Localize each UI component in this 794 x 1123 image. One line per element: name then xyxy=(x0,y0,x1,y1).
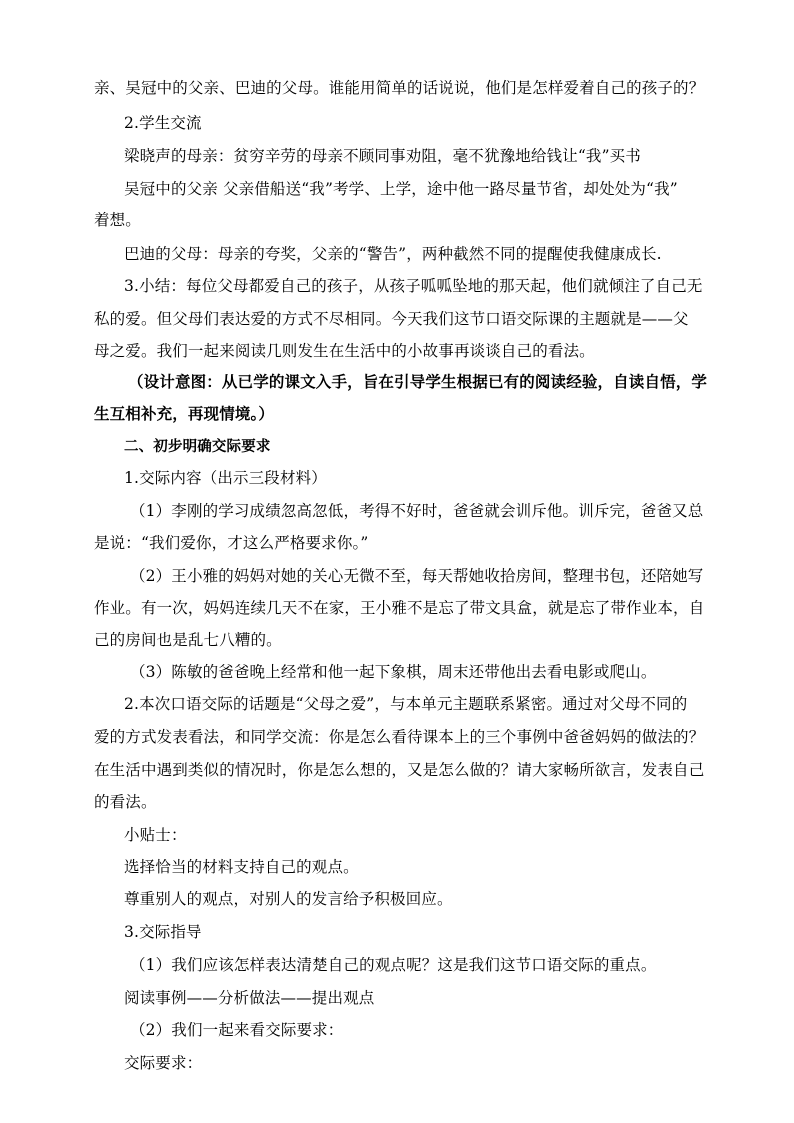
paragraph-line: 爱的方式发表看法，和同学交流：你是怎么看待课本上的三个事例中爸爸妈妈的做法的？ xyxy=(94,728,705,746)
paragraph-line: （1）李刚的学习成绩忽高忽低，考得不好时，爸爸就会训斥他。训斥完，爸爸又总 xyxy=(130,502,704,520)
paragraph-line: 吴冠中的父亲 父亲借船送“我”考学、上学，途中他一路尽量节省，却处处为“我” xyxy=(124,180,678,198)
paragraph-line: 己的房间也是乱七八糟的。 xyxy=(94,631,282,649)
paragraph-line: 母之爱。我们一起来阅读几则发生在生活中的小故事再谈谈自己的看法。 xyxy=(94,342,595,360)
paragraph-line: （3）陈敏的爸爸晚上经常和他一起下象棋，周末还带他出去看电影或爬山。 xyxy=(130,663,657,681)
paragraph-line: 私的爱。但父母们表达爱的方式不尽相同。今天我们这节口语交际课的主题就是——父 xyxy=(94,310,689,328)
paragraph-line: 着想。 xyxy=(94,211,141,229)
paragraph-line: 亲、吴冠中的父亲、巴迪的父母。谁能用简单的话说说，他们是怎样爱着自己的孩子的？ xyxy=(94,79,705,97)
paragraph-line: 阅读事例——分析做法——提出观点 xyxy=(124,989,375,1007)
paragraph-line: 的看法。 xyxy=(94,793,157,811)
section-label: 1.交际内容（出示三段材料） xyxy=(124,469,327,487)
paragraph-line: 2.本次口语交际的话题是“父母之爱”，与本单元主题联系紧密。通过对父母不同的 xyxy=(124,695,688,713)
paragraph-line: 梁晓声的母亲：贫穷辛劳的母亲不顾同事劝阻，毫不犹豫地给钱让“我”买书 xyxy=(124,147,641,165)
paragraph-line: 是说：“我们爱你，才这么严格要求你。” xyxy=(94,534,369,552)
section-label: 3.交际指导 xyxy=(124,923,202,941)
paragraph-line: （1）我们应该怎样表达清楚自己的观点呢？这是我们这节口语交际的重点。 xyxy=(130,956,657,974)
paragraph-line: 作业。有一次，妈妈连续几天不在家，王小雅不是忘了带文具盒，就是忘了带作业本，自 xyxy=(94,599,705,617)
section-label: 2.学生交流 xyxy=(124,114,202,132)
paragraph-line: 在生活中遇到类似的情况时，你是怎么想的，又是怎么做的？请大家畅所欲言，发表自己 xyxy=(94,761,705,779)
paragraph-line: （2）王小雅的妈妈对她的关心无微不至，每天帮她收拾房间，整理书包，还陪她写 xyxy=(130,567,704,585)
tip-item: 尊重别人的观点，对别人的发言给予积极回应。 xyxy=(124,890,453,908)
paragraph-line: （2）我们一起来看交际要求： xyxy=(130,1021,344,1039)
design-intent-note: 生互相补充，再现情境。） xyxy=(94,404,275,423)
tip-item: 选择恰当的材料支持自己的观点。 xyxy=(124,858,359,876)
tips-label: 小贴士： xyxy=(124,826,187,844)
paragraph-line: 巴迪的父母：母亲的夸奖，父亲的“警告”，两种截然不同的提醒使我健康成长. xyxy=(124,245,662,263)
design-intent-note: （设计意图：从已学的课文入手，旨在引导学生根据已有的阅读经验，自读自悟，学 xyxy=(128,372,708,391)
paragraph-line: 交际要求： xyxy=(124,1054,203,1072)
section-heading: 二、初步明确交际要求 xyxy=(124,439,271,455)
paragraph-line: 3.小结：每位父母都爱自己的孩子，从孩子呱呱坠地的那天起，他们就倾注了自己无 xyxy=(124,277,703,295)
